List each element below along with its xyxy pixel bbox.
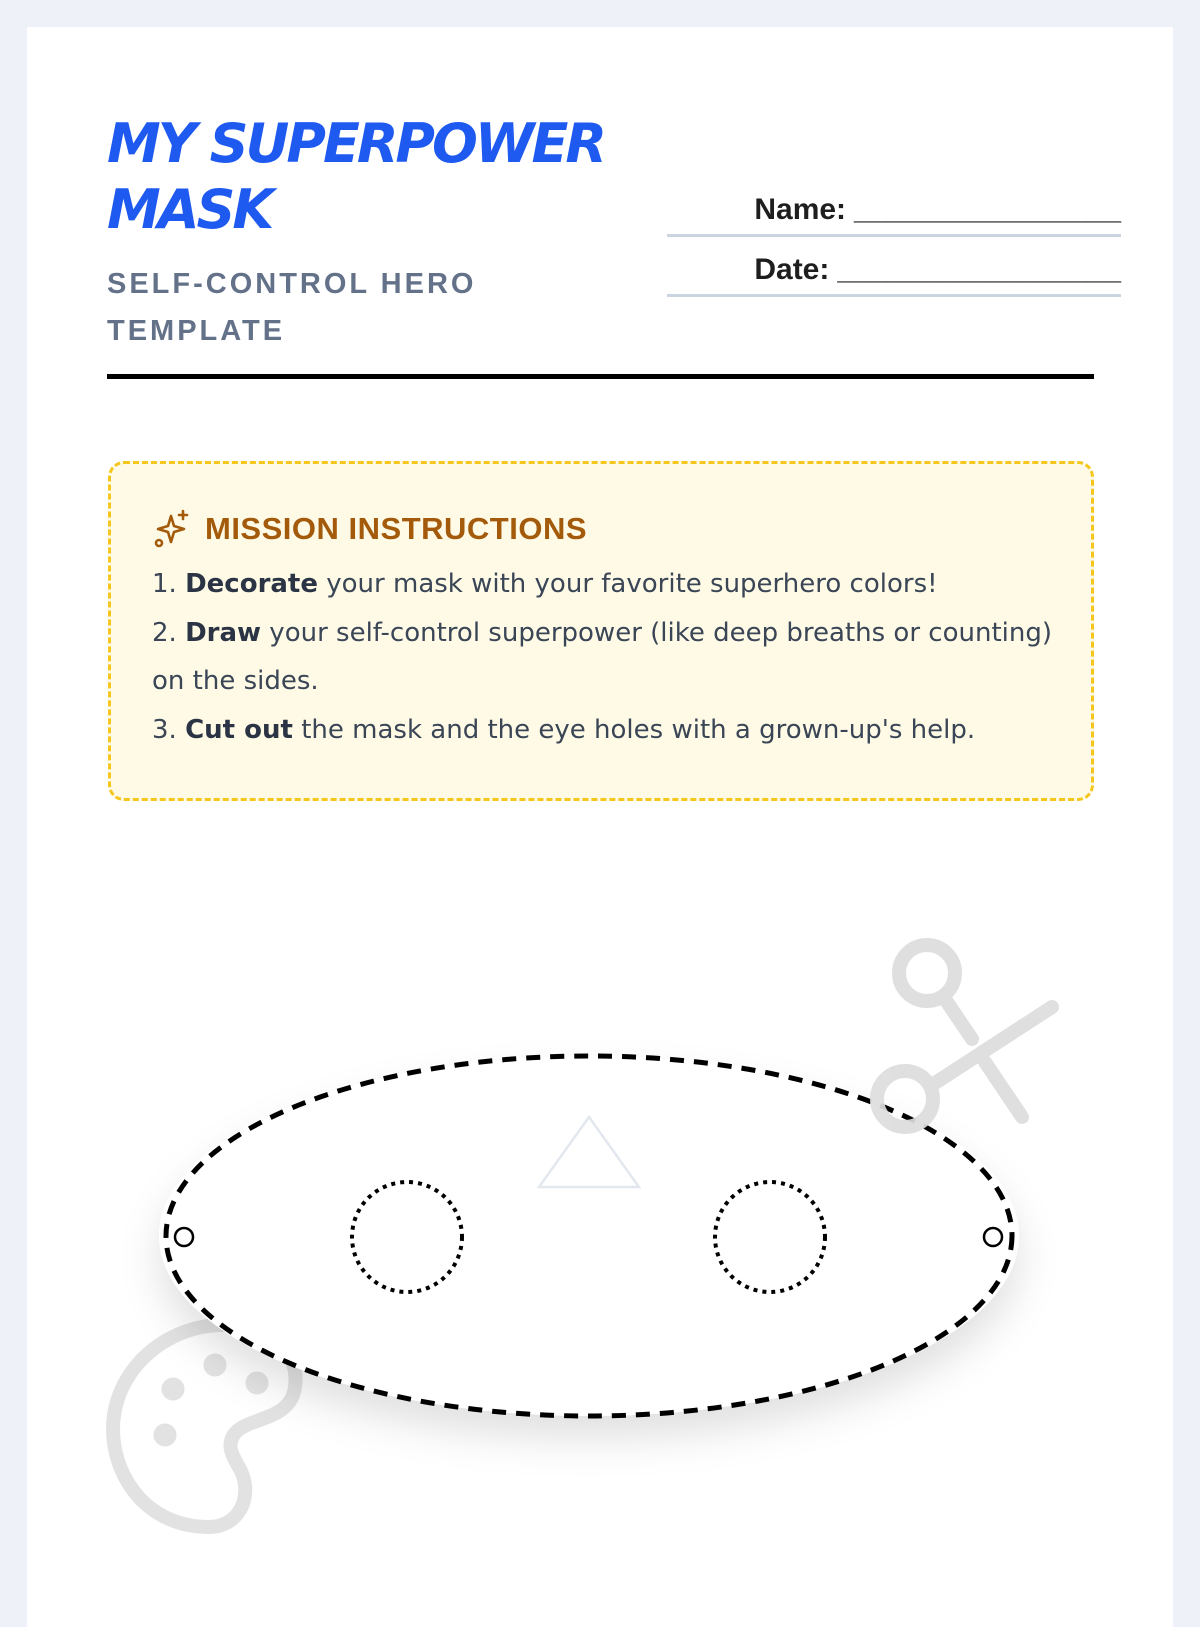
step-text: your self-control superpower (like deep breaths or counting) on the sides. <box>152 617 1052 696</box>
worksheet-page <box>27 27 1173 1627</box>
date-blank: _________________ <box>837 253 1121 286</box>
name-label: Name: <box>754 193 847 226</box>
name-blank: ________________ <box>854 193 1121 226</box>
title-line-1: MY SUPERPOWER <box>107 112 604 175</box>
step-keyword: Draw <box>185 617 262 648</box>
right-string-hole <box>984 1228 1002 1246</box>
step-number: 3. <box>152 714 177 745</box>
step-number: 2. <box>152 617 177 648</box>
step-text: the mask and the eye holes with a grown-up's help. <box>292 714 976 745</box>
step-text: your mask with your favorite superhero colors! <box>318 569 938 599</box>
left-string-hole <box>175 1228 193 1246</box>
date-label: Date: <box>754 253 830 286</box>
step-keyword: Cut out <box>185 714 293 745</box>
mask-template <box>27 27 1173 1600</box>
step-keyword: Decorate <box>185 569 318 599</box>
subtitle-line-2: TEMPLATE <box>107 315 286 347</box>
title-line-2: MASK <box>107 178 272 241</box>
instructions-title: MISSION INSTRUCTIONS <box>205 511 588 546</box>
step-number: 1. <box>152 569 177 599</box>
scissors-icon <box>877 945 1052 1127</box>
subtitle-line-1: SELF-CONTROL HERO <box>107 268 477 300</box>
